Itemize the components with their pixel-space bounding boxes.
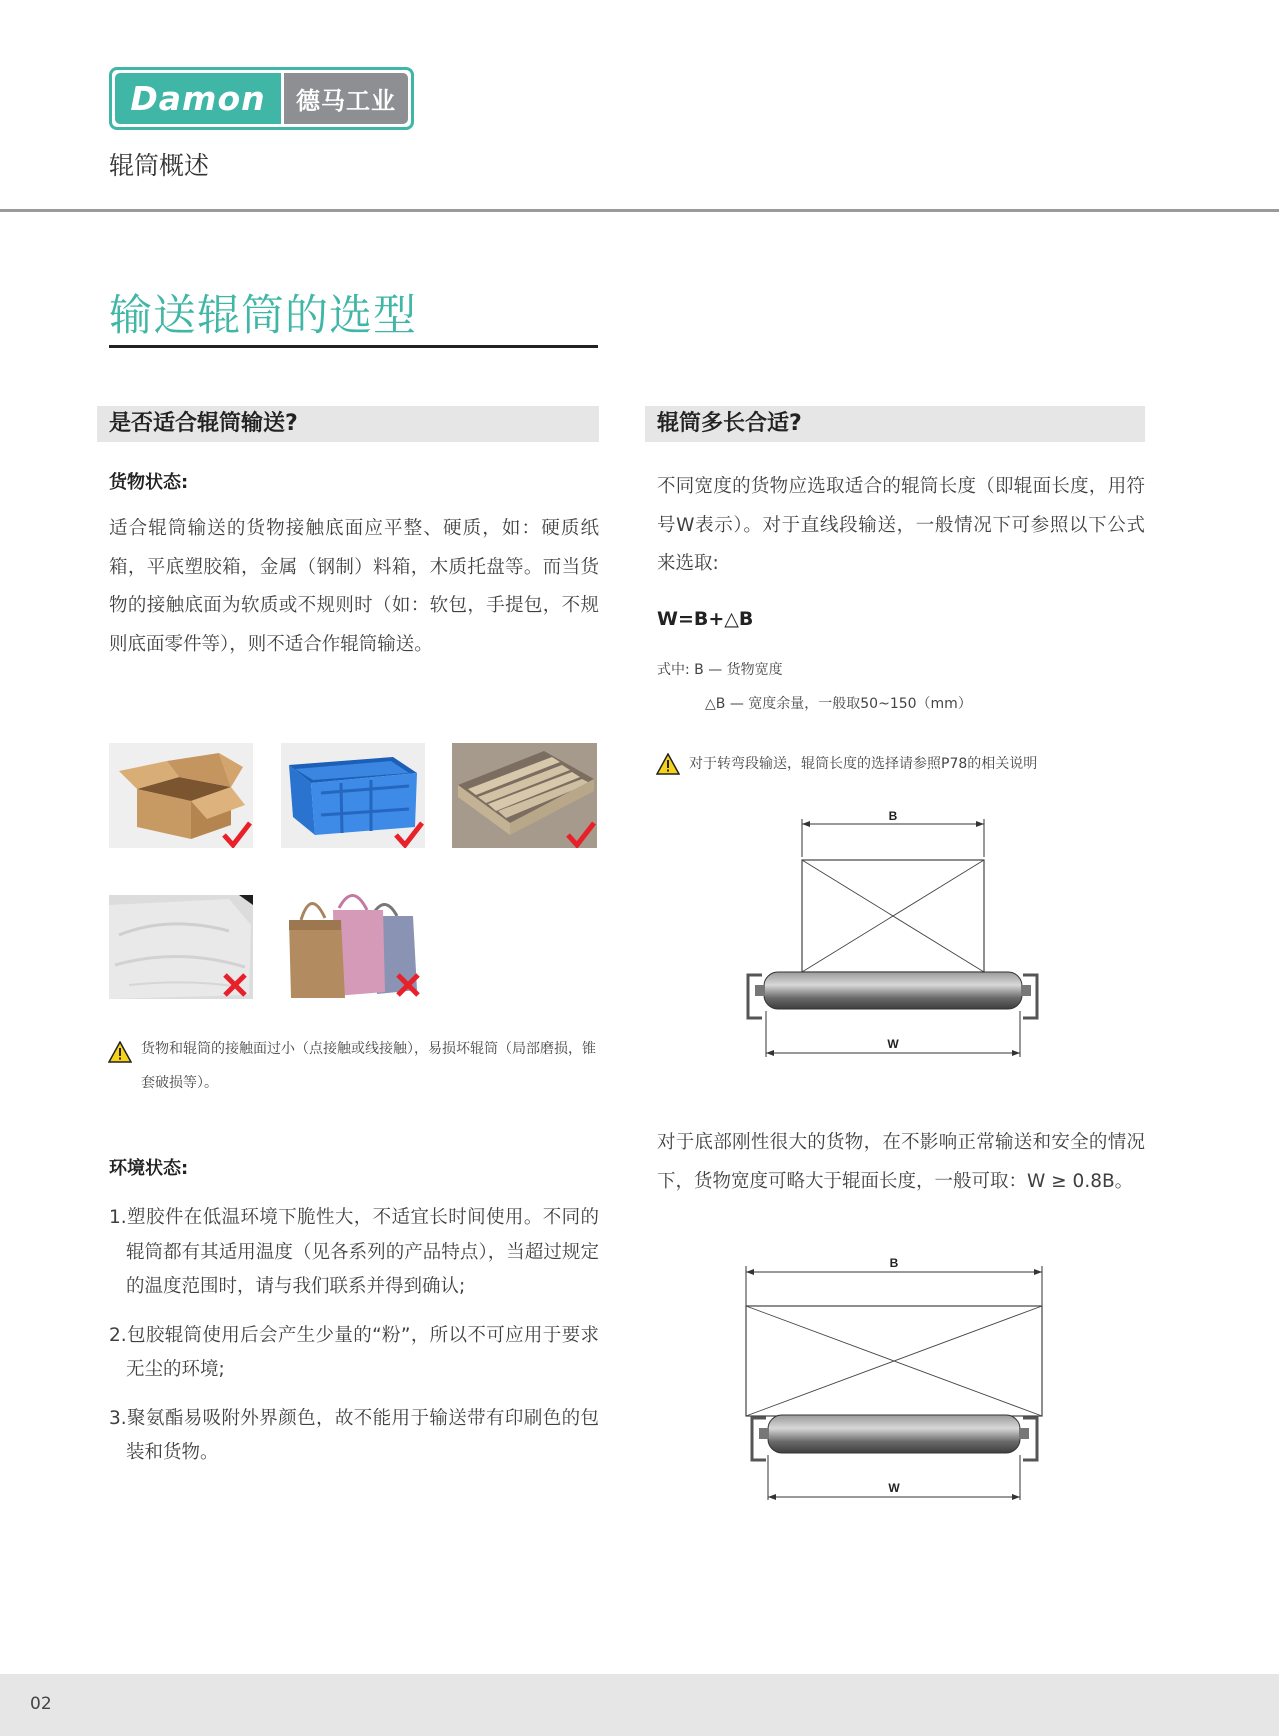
logo-english: Damon	[115, 73, 281, 124]
checkmark-icon	[221, 820, 253, 848]
roller-length-diagram-standard	[740, 805, 1045, 1060]
checkmark-icon	[393, 820, 425, 848]
cross-icon	[222, 972, 248, 998]
checkmark-icon	[565, 820, 597, 848]
list-item: 1.塑胶件在低温环境下脆性大，不适宜长时间使用。不同的辊筒都有其适用温度（见各系列的产品特点），当超过规定的温度范围时，请与我们联系并得到确认;	[109, 1207, 599, 1297]
header-divider	[0, 209, 1279, 212]
page-header	[0, 0, 1279, 214]
list-item: 3.聚氨酯易吸附外界颜色，故不能用于输送带有印刷色的包装和货物。	[109, 1407, 599, 1463]
dimension-w-label: W	[888, 1481, 900, 1495]
curve-section-warning: 对于转弯段输送，辊筒长度的选择请参照P78的相关说明	[689, 756, 1038, 772]
dimension-b-label: B	[888, 809, 898, 823]
contact-area-warning: 货物和辊筒的接触面过小（点接触或线接触），易损坏辊筒（局部磨损，锥套破损等）。	[141, 1041, 596, 1091]
section-label: 辊筒概述	[109, 151, 210, 180]
dimension-b-label: B	[889, 1256, 899, 1270]
page-number: 02	[30, 1694, 52, 1714]
environment-list	[109, 1201, 599, 1485]
warning-icon	[108, 1041, 132, 1063]
page-footer	[0, 1674, 1279, 1736]
logo-chinese: 德马工业	[284, 73, 408, 124]
damon-logo	[109, 67, 414, 130]
right-section-heading: 辊筒多长合适?	[645, 406, 1145, 442]
title-underline	[109, 345, 598, 348]
cross-icon	[395, 972, 421, 998]
list-item: 2.包胶辊筒使用后会产生少量的“粉”，所以不可应用于要求无尘的环境;	[109, 1324, 599, 1380]
environment-status-title: 环境状态:	[109, 1158, 189, 1179]
page-title: 输送辊筒的选型	[109, 291, 417, 341]
formula-legend-delta: △B — 宽度余量，一般取50~150（mm）	[705, 696, 972, 712]
length-intro-text: 不同宽度的货物应选取适合的辊筒长度（即辊面长度，用符号W表示）。对于直线段输送，一般情况下可参照以下公式来选取:	[657, 476, 1145, 574]
warning-icon	[656, 753, 680, 775]
length-formula: W=B+△B	[657, 608, 754, 630]
formula-legend-b: 式中: B — 货物宽度	[657, 662, 783, 678]
rigid-cargo-text: 对于底部刚性很大的货物，在不影响正常输送和安全的情况下，货物宽度可略大于辊面长度，一般可取：W ≥ 0.8B。	[657, 1132, 1145, 1192]
dimension-w-label: W	[887, 1037, 899, 1051]
goods-status-title: 货物状态:	[109, 472, 189, 493]
roller-length-diagram-rigid	[740, 1252, 1045, 1504]
left-section-heading: 是否适合辊筒输送?	[97, 406, 599, 442]
goods-status-text: 适合辊筒输送的货物接触底面应平整、硬质，如：硬质纸箱，平底塑胶箱，金属（钢制）料箱，木质托盘等。而当货物的接触底面为软质或不规则时（如：软包，手提包，不规则底面零件等），则不适合作辊筒输送。	[109, 518, 599, 655]
